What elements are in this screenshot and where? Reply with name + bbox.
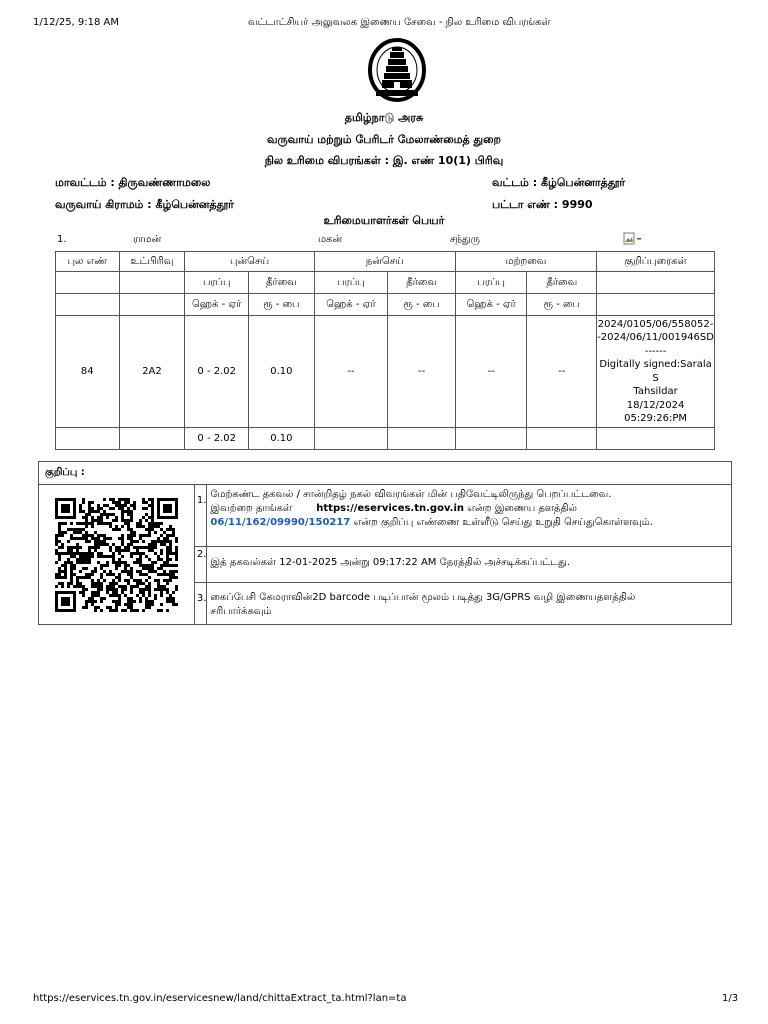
patta-number: பட்டா எண் : 9990 [492, 198, 593, 211]
punjai-tax-header: தீர்வை [249, 272, 315, 294]
qr-code [54, 497, 178, 613]
nanjai-tax: -- [388, 316, 456, 428]
tn-government-emblem [368, 38, 426, 104]
other-area-unit: ஹெக் - ஏர் [455, 294, 527, 316]
note-1-tail: என்ற குறிப்பு எண்ணை உள்ளீடு செய்து உறுதி செய்துகொள்ளவும். [353, 517, 653, 528]
other-tax: -- [527, 316, 597, 428]
taluk-label: வட்டம் : கீழ்பென்னாத்தூர் [492, 176, 626, 189]
header-survey-number: புல எண் [56, 252, 120, 272]
note-2: இத் தகவல்கள் 12-01-2025 அன்று 09:17:22 AM நேரத்தில் அச்சடிக்கப்பட்டது. [207, 547, 732, 583]
note-1-suffix: என்ற இணைய தளத்தில் [467, 503, 577, 514]
other-tax-header: தீர்வை [527, 272, 597, 294]
header-remarks: குறிப்புரைகள் [597, 252, 715, 272]
other-area: -- [455, 316, 527, 428]
blank-cell [597, 294, 715, 316]
blank-cell [56, 294, 120, 316]
note-3-line: சரிபார்க்கவும் [210, 606, 272, 617]
other-area-header: பரப்பு [455, 272, 527, 294]
blank-cell [314, 428, 388, 450]
total-row [56, 428, 715, 450]
dept-heading: வருவாய் மற்றும் பேரிடர் மேலாண்மைத் துறை [267, 133, 501, 146]
reference-number-link[interactable]: 06/11/162/09990/150217 [210, 517, 351, 528]
survey-number: 84 [56, 316, 120, 428]
subdivision: 2A2 [119, 316, 185, 428]
blank-cell [56, 272, 120, 294]
print-datetime: 1/12/25, 9:18 AM [33, 17, 120, 28]
signed-date: 18/12/2024 [626, 399, 685, 411]
total-punjai-tax: 0.10 [249, 428, 315, 450]
header-subdivision: உட்பிரிவு [119, 252, 185, 272]
blank-cell [527, 428, 597, 450]
blank-cell [119, 272, 185, 294]
nanjai-area-unit: ஹெக் - ஏர் [314, 294, 388, 316]
govt-heading: தமிழ்நாடு அரசு [344, 111, 424, 124]
owner-name: ராமன் [133, 234, 162, 245]
note-1-prefix: இவற்றை தாங்கள் [210, 503, 292, 514]
qr-code-cell [39, 485, 195, 625]
note-index: 3. [194, 583, 207, 625]
blank-cell [597, 272, 715, 294]
header-punjai: புன்செய் [185, 252, 314, 272]
page-number: 1/3 [722, 993, 739, 1004]
remarks-line: -2024/06/11/001946SD [597, 332, 714, 343]
header-other: மற்றவை [455, 252, 596, 272]
land-holding-table [55, 251, 715, 450]
nanjai-area: -- [314, 316, 388, 428]
notes-table [38, 461, 732, 625]
owner-relation: மகன் [318, 234, 343, 245]
other-tax-unit: ரூ - பை [527, 294, 597, 316]
blank-cell [56, 428, 120, 450]
signer-initial: S [652, 372, 659, 384]
notes-heading-cell [39, 462, 732, 485]
note-index: 1. [194, 485, 207, 547]
total-punjai-area: 0 - 2.02 [185, 428, 249, 450]
remarks-cell [597, 316, 715, 428]
document-heading: நில உரிமை விபரங்கள் : இ. எண் 10(1) பிரிவு [264, 154, 504, 167]
note-1 [207, 485, 732, 547]
footer-url: https://eservices.tn.gov.in/eservicesnew/land/chittaExtract_ta.html?lan=ta [33, 993, 407, 1004]
blank-cell [455, 428, 527, 450]
blank-cell [119, 294, 185, 316]
nanjai-area-header: பரப்பு [314, 272, 388, 294]
signer-designation: Tahsildar [633, 386, 678, 397]
owner-father-name: சந்துரு [450, 234, 480, 245]
district-label: மாவட்டம் : திருவண்ணாமலை [55, 176, 211, 189]
blank-cell [119, 428, 185, 450]
signed-time: 05:29:26:PM [624, 413, 688, 424]
blank-cell [388, 428, 456, 450]
village-label: வருவாய் கிராமம் : கீழ்பென்னத்தூர் [55, 198, 234, 211]
broken-image-icon [623, 231, 643, 245]
nanjai-tax-header: தீர்வை [388, 272, 456, 294]
punjai-area: 0 - 2.02 [185, 316, 249, 428]
remarks-line: 2024/0105/06/558052- [597, 318, 714, 330]
punjai-area-header: பரப்பு [185, 272, 249, 294]
nanjai-tax-unit: ரூ - பை [388, 294, 456, 316]
note-3-line: கைப்பேசி கேமராவின்2D barcode படிப்பான் மூலம் படித்து 3G/GPRS வழி இணையதளத்தில் [210, 592, 636, 603]
blank-cell [597, 428, 715, 450]
header-nanjai: நன்செய் [314, 252, 455, 272]
remarks-line: ------ [644, 345, 667, 357]
eservices-url[interactable]: https://eservices.tn.gov.in [316, 503, 465, 514]
note-3 [207, 583, 732, 625]
digital-signature: Digitally signed:Sarala [599, 359, 712, 370]
note-1-line: மேற்கண்ட தகவல் / சான்றிதழ் நகல் விவரங்கள் மின் பதிவேட்டிலிருந்து பெறப்பட்டவை. [210, 489, 612, 500]
note-index: 2. [194, 547, 207, 583]
table-row [56, 316, 715, 428]
punjai-tax-unit: ரூ - பை [249, 294, 315, 316]
punjai-area-unit: ஹெக் - ஏர் [185, 294, 249, 316]
owner-index: 1. [57, 234, 67, 245]
print-title: வட்டாட்சியர் அலுவலக இணைய சேவை - நில உரிமை விபரங்கள் [248, 17, 551, 28]
notes-heading: குறிப்பு : [45, 467, 85, 478]
owners-heading: உரிமையாளர்கள் பெயர் [323, 214, 445, 227]
punjai-tax: 0.10 [249, 316, 315, 428]
